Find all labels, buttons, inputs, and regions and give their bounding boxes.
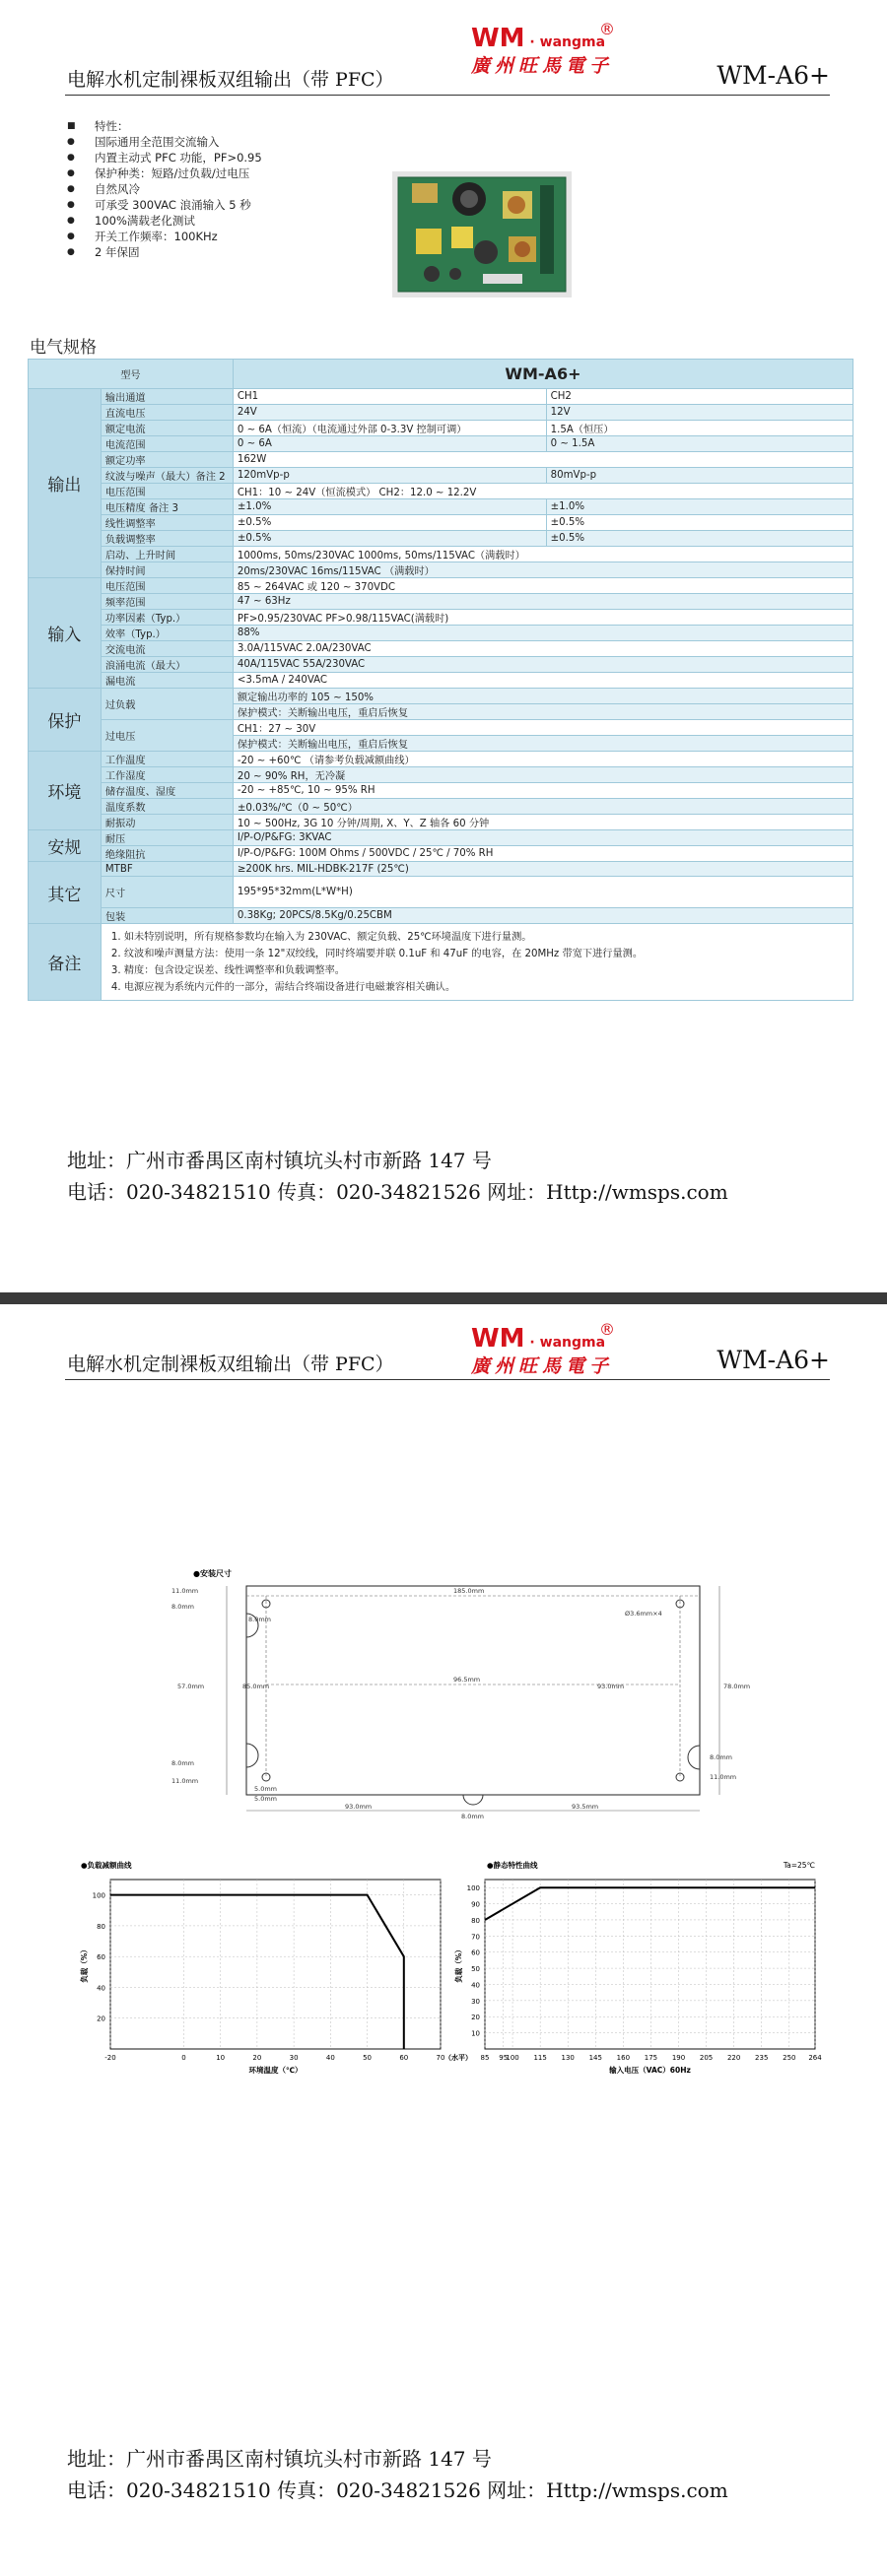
row-label: 电流范围 xyxy=(101,436,233,452)
row-label: 过负载 xyxy=(101,689,233,720)
note-item: 2. 纹波和噪声测量方法：使用一条 12"双绞线，同时终端要并联 0.1uF 和 47uF 的电容，在 20MHz 带宽下进行量测。 xyxy=(110,948,644,959)
row-value: 0 ~ 6A（恒流）（电流通过外部 0-3.3V 控制可调） xyxy=(233,421,546,436)
row-value: -20 ~ +60℃ （请参考负载减额曲线） xyxy=(233,752,853,767)
feature-item: ● 保护种类：短路/过负载/过电压 xyxy=(67,165,262,181)
row-value: 20 ~ 90% RH，无冷凝 xyxy=(233,767,853,783)
derating-chart xyxy=(73,1860,487,2081)
row-value: 保护模式：关断输出电压，重启后恢复 xyxy=(233,704,853,720)
row-label: 包装 xyxy=(101,908,233,924)
dim-label: 96.5mm xyxy=(453,1676,481,1684)
row-value: <3.5mA / 240VAC xyxy=(233,673,853,689)
y-tick-label: 50 xyxy=(471,1965,480,1974)
x-tick-label: 20 xyxy=(252,2054,262,2062)
row-value: ±0.5% xyxy=(546,531,853,547)
row-label: 工作温度 xyxy=(101,752,233,767)
logo-wm-text: WM xyxy=(471,1324,525,1354)
category-input: 输入 xyxy=(29,578,102,689)
x-tick-label: 175 xyxy=(644,2054,658,2062)
dim-label: 11.0mm xyxy=(171,1777,199,1785)
footer-contact: 电话：020-34821510 传真：020-34821526 网址：Http://wmsps.com xyxy=(67,1180,728,1204)
row-value: ±1.0% xyxy=(546,499,853,515)
feature-item: ● 可承受 300VAC 浪涌输入 5 秒 xyxy=(67,197,262,213)
x-tick-label: 205 xyxy=(699,2054,714,2062)
row-value: 保护模式：关断输出电压，重启后恢复 xyxy=(233,736,853,752)
category-other: 其它 xyxy=(29,862,102,924)
drawing-title: ●安装尺寸 xyxy=(193,1569,232,1578)
feature-item: ● 自然风冷 xyxy=(67,181,262,197)
page-divider xyxy=(0,1292,887,1304)
footer-contact-2: 电话：020-34821510 传真：020-34821526 网址：Http://wmsps.com xyxy=(67,2478,728,2502)
row-label: 温度系数 xyxy=(101,799,233,815)
page-2 xyxy=(0,1304,887,2576)
row-label: 额定电流 xyxy=(101,421,233,436)
row-value: I/P-O/P&FG: 3KVAC xyxy=(233,830,853,846)
row-value: 3.0A/115VAC 2.0A/230VAC xyxy=(233,641,853,657)
row-value: ±0.5% xyxy=(233,515,546,531)
dim-label: 8.0mm xyxy=(461,1813,485,1820)
model-label-cell: 型号 xyxy=(29,360,234,389)
row-value: 162W xyxy=(233,452,853,468)
logo-chinese-name: 廣州旺馬電子 xyxy=(471,55,614,77)
row-label: 额定功率 xyxy=(101,452,233,468)
row-value: ±1.0% xyxy=(233,499,546,515)
x-tick-label: 0 xyxy=(181,2054,186,2062)
row-label: 耐振动 xyxy=(101,815,233,830)
row-label: 功率因素（Typ.） xyxy=(101,610,233,626)
row-value: ±0.5% xyxy=(233,531,546,547)
row-value: CH1 xyxy=(233,389,546,405)
dim-label: 11.0mm xyxy=(171,1587,199,1595)
y-axis-label: 负载（%） xyxy=(454,1946,463,1983)
dim-label: 8.0mm xyxy=(171,1603,195,1611)
model-number: WM-A6+ xyxy=(716,61,830,90)
feature-item: ● 2 年保固 xyxy=(67,244,262,260)
category-safety: 安规 xyxy=(29,830,102,862)
row-value: ±0.03%/℃（0 ~ 50℃） xyxy=(233,799,853,815)
row-label: 漏电流 xyxy=(101,673,233,689)
x-tick-label: 235 xyxy=(755,2054,769,2062)
row-label: 电压范围 xyxy=(101,484,233,499)
category-output: 输出 xyxy=(29,389,102,578)
row-label: 纹波与噪声（最大）备注 2 xyxy=(101,468,233,484)
row-value: 0 ~ 6A xyxy=(233,436,546,452)
row-value: 10 ~ 500Hz, 3G 10 分钟/周期, X、Y、Z 轴各 60 分钟 xyxy=(233,815,853,830)
registered-mark: ® xyxy=(599,1320,615,1339)
row-label: 交流电流 xyxy=(101,641,233,657)
row-value: I/P-O/P&FG: 100M Ohms / 500VDC / 25℃ / 70% RH xyxy=(233,846,853,862)
row-value: 85 ~ 264VAC 或 120 ~ 370VDC xyxy=(233,578,853,594)
dim-label: 93.0mm xyxy=(597,1683,625,1690)
row-value: 1000ms, 50ms/230VAC 1000ms, 50ms/115VAC（满载时） xyxy=(233,547,853,562)
row-value: CH1：10 ~ 24V（恒流模式） CH2：12.0 ~ 12.2V xyxy=(233,484,853,499)
y-tick-label: 100 xyxy=(466,1884,480,1893)
y-tick-label: 30 xyxy=(471,1997,480,2006)
dim-label: Ø3.6mm×4 xyxy=(625,1610,662,1618)
chart-title: ●静态特性曲线 xyxy=(487,1861,538,1870)
dim-label: 11.0mm xyxy=(710,1773,737,1781)
row-label: 储存温度、湿度 xyxy=(101,783,233,799)
plot-frame xyxy=(110,1880,441,2049)
feature-item: ● 国际通用全范围交流输入 xyxy=(67,134,262,150)
notes-cell xyxy=(101,924,853,1001)
footer-address-2: 地址：广州市番禺区南村镇坑头村市新路 147 号 xyxy=(67,2447,492,2471)
row-label: 线性调整率 xyxy=(101,515,233,531)
company-logo-2: WM · wangma ® 廣州旺馬電子 xyxy=(471,1324,619,1378)
header-rule xyxy=(65,95,830,96)
row-value: 20ms/230VAC 16ms/115VAC （满载时） xyxy=(233,562,853,578)
logo-wangma-text: wangma xyxy=(539,1335,606,1351)
y-tick-label: 40 xyxy=(471,1981,480,1990)
x-axis-label: 输入电压（VAC）60Hz xyxy=(609,2066,691,2075)
row-label: 效率（Typ.） xyxy=(101,626,233,641)
x-tick-label: 160 xyxy=(616,2054,631,2062)
dim-label: 5.0mm xyxy=(254,1785,278,1793)
x-tick-label: 130 xyxy=(561,2054,575,2062)
y-tick-label: 40 xyxy=(97,1984,105,1993)
category-protection: 保护 xyxy=(29,689,102,752)
y-tick-label: 60 xyxy=(97,1953,105,1962)
row-value: ≥200K hrs. MIL-HDBK-217F (25℃) xyxy=(233,862,853,877)
x-tick-label: 145 xyxy=(588,2054,602,2062)
x-tick-label: 190 xyxy=(671,2054,686,2062)
row-label: 工作湿度 xyxy=(101,767,233,783)
dim-label: 93.5mm xyxy=(572,1803,599,1811)
x-tick-label: 60 xyxy=(399,2054,409,2062)
x-axis-label: 环境温度（℃） xyxy=(248,2066,303,2075)
dim-label: 57.0mm xyxy=(177,1683,205,1690)
feature-item: ● 内置主动式 PFC 功能，PF>0.95 xyxy=(67,150,262,165)
y-tick-label: 80 xyxy=(471,1916,480,1925)
logo-chinese-name: 廣州旺馬電子 xyxy=(471,1355,614,1377)
dim-label: 8.0mm xyxy=(710,1753,733,1761)
document-title-2: 电解水机定制裸板双组输出（带 PFC） xyxy=(67,1354,394,1375)
x-tick-label: -20 xyxy=(104,2054,116,2062)
x-tick-label: 264 xyxy=(808,2054,822,2062)
footer-address: 地址：广州市番禺区南村镇坑头村市新路 147 号 xyxy=(67,1149,492,1172)
y-tick-label: 60 xyxy=(471,1949,480,1957)
row-value: CH2 xyxy=(546,389,853,405)
page-1 xyxy=(0,0,887,1281)
row-label: 负载调整率 xyxy=(101,531,233,547)
document-title: 电解水机定制裸板双组输出（带 PFC） xyxy=(67,69,394,91)
row-label: 尺寸 xyxy=(101,877,233,908)
logo-wm-text: WM xyxy=(471,24,525,53)
section-title: 电气规格 xyxy=(30,338,97,358)
company-logo: WM · wangma ® 廣州旺馬電子 xyxy=(471,24,619,78)
y-tick-label: 90 xyxy=(471,1900,480,1909)
row-value: 120mVp-p xyxy=(233,468,546,484)
row-value: 80mVp-p xyxy=(546,468,853,484)
feature-item: ● 100%满载老化测试 xyxy=(67,213,262,229)
y-tick-label: 100 xyxy=(92,1891,105,1900)
x-tick-label: 10 xyxy=(216,2054,226,2062)
chart-title: ●负载减额曲线 xyxy=(81,1861,132,1870)
row-value: 88% xyxy=(233,626,853,641)
logo-wangma-text: wangma xyxy=(539,34,606,50)
row-label: 启动、上升时间 xyxy=(101,547,233,562)
note-item: 1. 如未特别说明，所有规格参数均在输入为 230VAC、额定负载、25℃环境温度下进行量测。 xyxy=(110,931,532,943)
x-tick-label: 85 xyxy=(480,2054,490,2062)
category-environment: 环境 xyxy=(29,752,102,830)
row-value: 0 ~ 1.5A xyxy=(546,436,853,452)
note-item: 3. 精度：包含设定误差、线性调整率和负载调整率。 xyxy=(110,964,345,976)
x-axis-unit: （水平） xyxy=(444,2054,472,2062)
row-label: 频率范围 xyxy=(101,594,233,610)
spec-table xyxy=(28,359,853,1001)
row-label: MTBF xyxy=(101,862,233,877)
row-label: 保持时间 xyxy=(101,562,233,578)
row-value: 40A/115VAC 55A/230VAC xyxy=(233,657,853,673)
note-item: 4. 电源应视为系统内元件的一部分，需结合终端设备进行电磁兼容相关确认。 xyxy=(110,981,456,993)
row-label: 输出通道 xyxy=(101,389,233,405)
feature-item: ■ 特性： xyxy=(67,118,262,134)
model-number-2: WM-A6+ xyxy=(716,1346,830,1374)
y-tick-label: 20 xyxy=(471,2014,480,2022)
x-tick-label: 115 xyxy=(533,2054,547,2062)
row-label: 电压范围 xyxy=(101,578,233,594)
row-label: 耐压 xyxy=(101,830,233,846)
mechanical-drawing xyxy=(158,1566,769,1862)
row-value: 24V xyxy=(233,405,546,421)
dim-label: 8.0mm xyxy=(248,1616,272,1623)
header-rule-2 xyxy=(65,1379,830,1380)
y-tick-label: 20 xyxy=(97,2015,105,2023)
x-tick-label: 220 xyxy=(726,2054,741,2062)
x-tick-label: 30 xyxy=(289,2054,299,2062)
feature-item: ● 开关工作频率：100KHz xyxy=(67,229,262,244)
row-value: 0.38Kg; 20PCS/8.5Kg/0.25CBM xyxy=(233,908,853,924)
dim-label: 8.0mm xyxy=(171,1759,195,1767)
row-value: 195*95*32mm(L*W*H) xyxy=(233,877,853,908)
static-characteristic-chart xyxy=(454,1860,842,2081)
x-tick-label: 40 xyxy=(325,2054,335,2062)
category-notes: 备注 xyxy=(29,924,102,1001)
dim-label: 93.0mm xyxy=(345,1803,373,1811)
board-photo xyxy=(392,171,572,297)
row-value: 47 ~ 63Hz xyxy=(233,594,853,610)
x-tick-label: 250 xyxy=(783,2054,796,2062)
registered-mark: ® xyxy=(599,20,615,38)
x-tick-label: 95 xyxy=(499,2054,509,2062)
y-tick-label: 10 xyxy=(471,2029,480,2038)
row-value: PF>0.95/230VAC PF>0.98/115VAC(满载时) xyxy=(233,610,853,626)
dim-label: 5.0mm xyxy=(254,1795,278,1803)
model-value-cell: WM-A6+ xyxy=(233,360,853,389)
chart-corner-label: Ta=25℃ xyxy=(783,1861,815,1870)
y-axis-label: 负载（%） xyxy=(80,1946,89,1983)
row-value: ±0.5% xyxy=(546,515,853,531)
dim-label: 185.0mm xyxy=(453,1587,485,1595)
x-tick-label: 70 xyxy=(436,2054,445,2062)
row-label: 绝缘阻抗 xyxy=(101,846,233,862)
row-value: 额定输出功率的 105 ~ 150% xyxy=(233,689,853,704)
plot-frame xyxy=(485,1880,815,2049)
row-label: 过电压 xyxy=(101,720,233,752)
row-value: CH1：27 ~ 30V xyxy=(233,720,853,736)
row-value: 12V xyxy=(546,405,853,421)
y-tick-label: 80 xyxy=(97,1922,105,1931)
row-label: 电压精度 备注 3 xyxy=(101,499,233,515)
row-value: -20 ~ +85℃, 10 ~ 95% RH xyxy=(233,783,853,799)
row-label: 直流电压 xyxy=(101,405,233,421)
x-tick-label: 50 xyxy=(363,2054,373,2062)
row-value: 1.5A（恒压） xyxy=(546,421,853,436)
dim-label: 85.0mm xyxy=(242,1683,270,1690)
row-label: 浪涌电流（最大） xyxy=(101,657,233,673)
feature-list xyxy=(67,118,262,260)
y-tick-label: 70 xyxy=(471,1933,480,1942)
x-tick-label: 100 xyxy=(506,2054,519,2062)
dim-label: 78.0mm xyxy=(723,1683,751,1690)
